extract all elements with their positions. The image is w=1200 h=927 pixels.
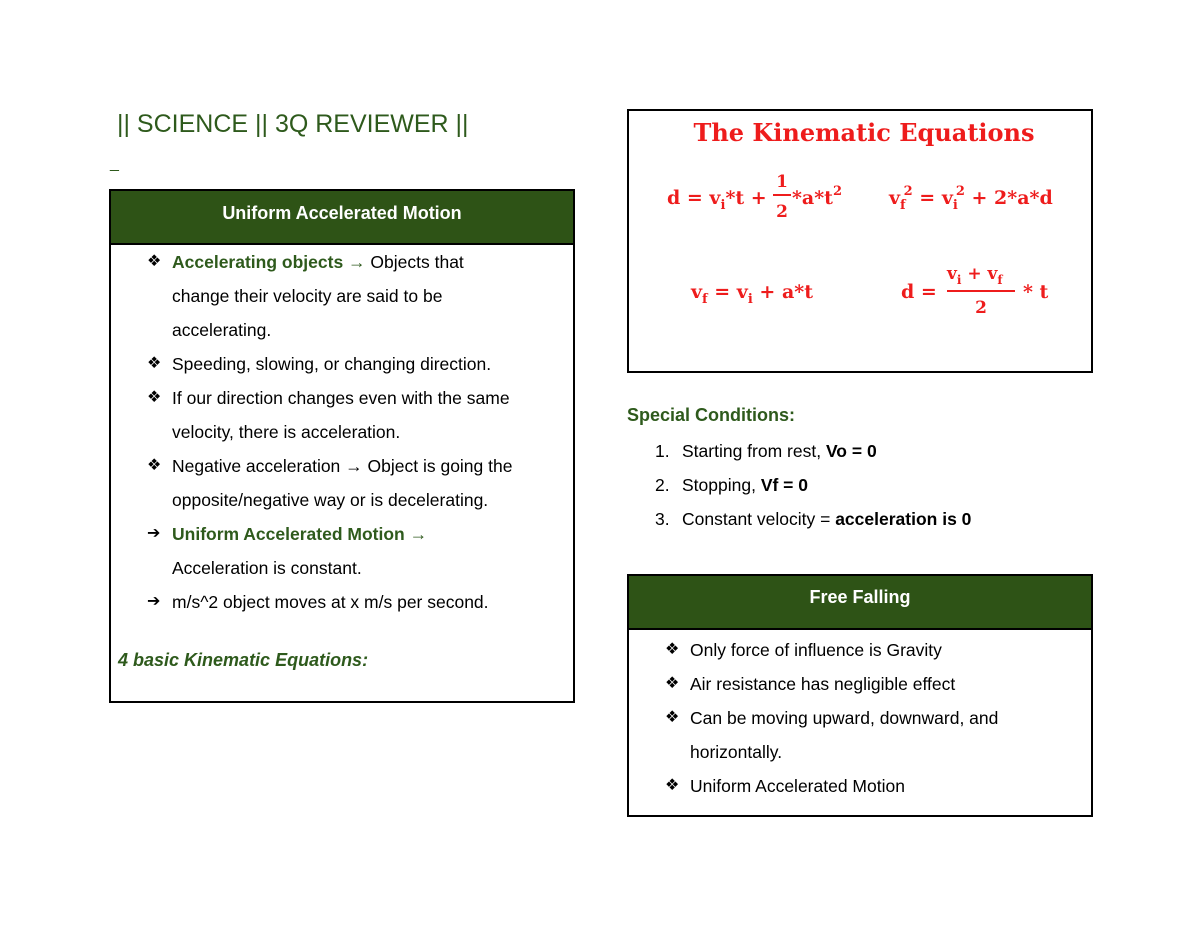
list-item-text: velocity, there is acceleration. <box>172 422 401 442</box>
bullet-diamond-icon: ❖ <box>665 641 680 658</box>
list-item <box>655 468 971 502</box>
bullet-diamond-icon: ❖ <box>665 709 680 726</box>
svg-text:d =: d = <box>901 281 937 303</box>
special-conditions-list <box>655 434 971 536</box>
svg-text:vf = vi + a*t: $v_f = v_i + a*t$ <box>691 281 813 307</box>
equation-displacement <box>667 172 842 222</box>
condition-value: Vo = 0 <box>825 441 877 461</box>
list-item <box>111 279 573 313</box>
list-item <box>111 381 573 415</box>
special-conditions-title: Special Conditions: <box>627 405 796 425</box>
kinematic-equations-figure <box>627 109 1093 373</box>
uniform-motion-list <box>111 245 573 619</box>
uniform-motion-box <box>109 189 575 703</box>
list-item <box>629 735 1091 769</box>
list-item-text: Starting from rest, <box>682 441 826 461</box>
list-item <box>111 415 573 449</box>
list-item <box>111 449 573 483</box>
list-item <box>111 347 573 381</box>
list-item <box>111 245 573 279</box>
list-item-text: Negative acceleration → Object is going the <box>172 456 513 476</box>
condition-value: acceleration is 0 <box>835 509 972 529</box>
list-item <box>111 585 573 619</box>
term-highlight: Accelerating objects → <box>172 252 366 272</box>
fraction-numerator: 1 <box>776 172 788 192</box>
fraction-denominator: 2 <box>975 298 987 318</box>
list-item-text: Can be moving upward, downward, and <box>690 708 999 728</box>
kinematic-equations-svg <box>629 111 1091 371</box>
fraction-denominator: 2 <box>776 202 788 222</box>
equation-average-velocity <box>901 264 1049 318</box>
list-item-text: Air resistance has negligible effect <box>690 674 956 694</box>
arrow-bullet-icon: ➔ <box>147 525 161 542</box>
list-item-text: Uniform Accelerated Motion <box>690 776 905 796</box>
equation-velocity-squared <box>888 184 1053 213</box>
arrow-bullet-icon: ➔ <box>147 593 161 610</box>
bullet-diamond-icon: ❖ <box>147 389 162 406</box>
list-item-text: horizontally. <box>690 742 783 762</box>
list-item-text: Stopping, <box>682 475 761 495</box>
list-item <box>629 633 1091 667</box>
term-highlight: Uniform Accelerated Motion → <box>172 524 428 544</box>
list-item <box>629 769 1091 803</box>
list-number: 1. <box>655 441 670 461</box>
list-item-text: Constant velocity = <box>682 509 836 529</box>
title-underline-mark: _ <box>110 155 119 172</box>
svg-text:vf2 = vi2 + 2*a*d: $v_f2 = v_i2 + 2*a*d$ <box>889 184 1053 213</box>
list-item-text: accelerating. <box>172 320 272 340</box>
list-item <box>111 517 573 551</box>
svg-text:* t: * t <box>1023 281 1049 303</box>
list-item-text: change their velocity are said to be <box>172 286 443 306</box>
bullet-diamond-icon: ❖ <box>147 253 162 270</box>
list-item <box>111 313 573 347</box>
list-item <box>629 667 1091 701</box>
free-falling-list <box>629 633 1091 803</box>
list-item-text: If our direction changes even with the same <box>172 388 510 408</box>
list-item-text: opposite/negative way or is decelerating. <box>172 490 489 510</box>
list-item <box>111 483 573 517</box>
free-falling-heading: Free Falling <box>629 576 1091 630</box>
svg-text:d = vi*t +: $d = v_i*t$ + <box>667 187 767 213</box>
condition-value: Vf = 0 <box>760 475 808 495</box>
list-item <box>629 701 1091 735</box>
kinematic-equations-label: 4 basic Kinematic Equations: <box>118 650 369 670</box>
list-item-text: Speeding, slowing, or changing direction. <box>172 354 492 374</box>
list-item <box>655 434 971 468</box>
svg-text:*a*t2: $*a*t^2$ <box>792 184 843 209</box>
list-number: 2. <box>655 475 670 495</box>
bullet-diamond-icon: ❖ <box>665 675 680 692</box>
list-item-text: Only force of influence is Gravity <box>690 640 942 660</box>
figure-title: The Kinematic Equations <box>693 118 1035 147</box>
equation-final-velocity <box>690 281 813 307</box>
page-title: || SCIENCE || 3Q REVIEWER || <box>117 110 469 138</box>
list-item-text: Acceleration is constant. <box>172 558 362 578</box>
list-item-text: Objects that <box>365 252 464 272</box>
list-item-text: m/s^2 object moves at x m/s per second. <box>172 592 489 612</box>
uniform-motion-heading: Uniform Accelerated Motion <box>111 191 573 245</box>
list-item <box>655 502 971 536</box>
bullet-diamond-icon: ❖ <box>147 355 162 372</box>
list-number: 3. <box>655 509 670 529</box>
bullet-diamond-icon: ❖ <box>665 777 680 794</box>
list-item <box>111 551 573 585</box>
bullet-diamond-icon: ❖ <box>147 457 162 474</box>
svg-text:vi + vf: $v_i + v_f$ <box>947 264 1003 287</box>
free-falling-box <box>627 574 1093 817</box>
